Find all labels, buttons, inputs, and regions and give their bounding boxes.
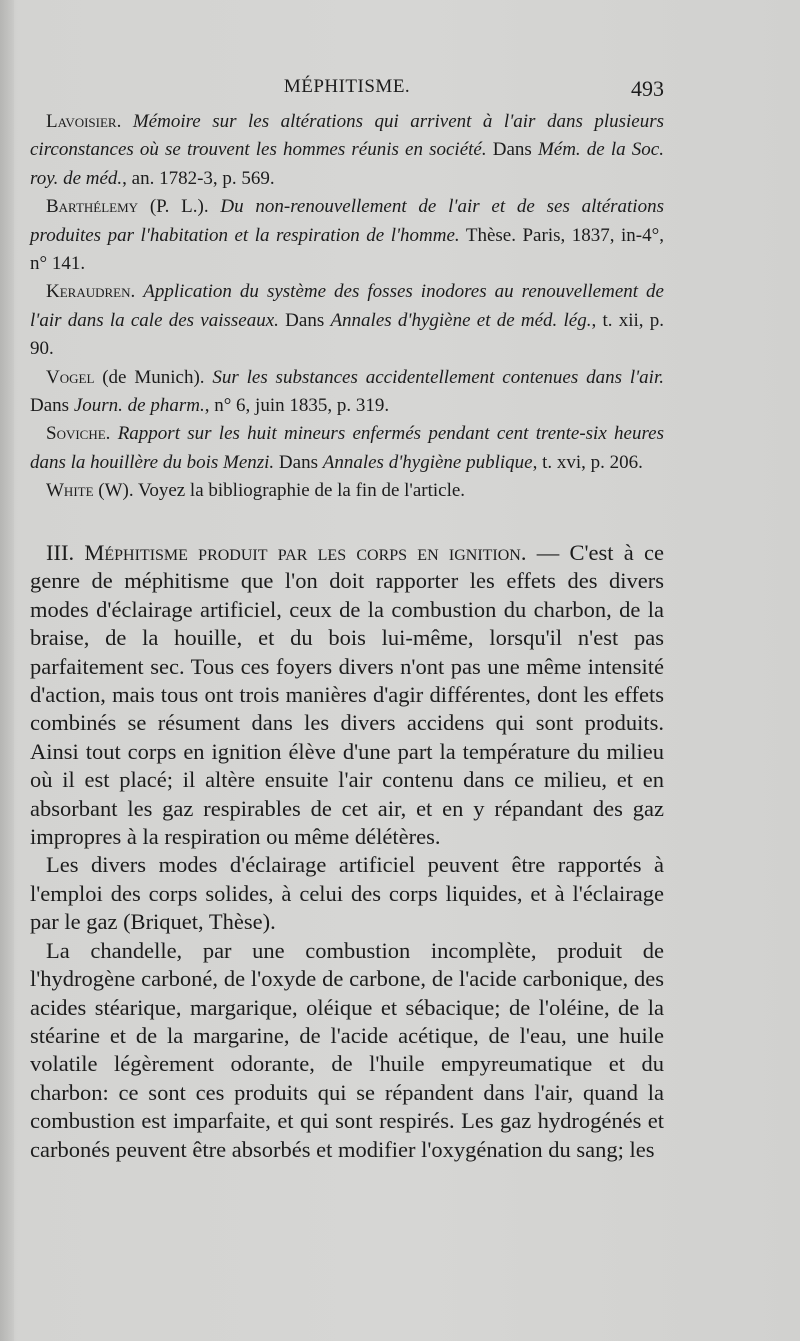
bibliography-entry xyxy=(30,477,664,505)
page-gutter-shadow xyxy=(0,0,14,1341)
paragraph-text: La chandelle, par une combustion incomplète, produit de l'hydrogène carboné, de l'oxyde de carbone, de l'acide carbonique, des acides stéarique, margarique, oléique et sébacique; de l'oléine, de la stéarine et de la margarine, de l'acide acétique, de l'eau, une huile volatile légèrement odorante, de l'huile empyreumatique et du charbon: ce sont ces produits qui se répandent dans l'air, quand la combustion est imparfaite, et qui sont respirés. Les gaz hydrogénés et carbonés peuvent être absorbés et modifier l'oxygénation du sang; les xyxy=(30,937,664,1162)
bibliography-entry xyxy=(30,364,664,421)
bib-title: Rapport sur les huit mineurs enfermés pendant cent trente-six heures dans la houillère du bois Menzi. xyxy=(30,423,664,473)
paragraph-text: C'est à ce genre de méphitisme que l'on doit rapporter les effets des divers modes d'éclairage artificiel, ceux de la combustion du charbon, de la braise, de la houille, et du bois lui-même, lorsqu'il n'est pas parfaitement sec. Tous ces foyers divers n'ont pas une même intensité d'action, mais tous ont trois manières d'agir différentes, dont les effets combinés se résument dans les divers accidens qui sont produits. Ainsi tout corps en ignition élève d'une part la température du milieu où il est placé; il altère ensuite l'air contenu dans ce milieu, et en absorbant les gaz respirables de cet air, et en y répandant des gaz impropres à la respiration ou même délétères. xyxy=(30,540,664,850)
section-paragraph xyxy=(30,539,664,851)
bibliography-entry xyxy=(30,278,664,363)
bib-author: Keraudren. xyxy=(46,281,136,303)
section-paragraph xyxy=(30,937,664,1164)
bib-rest-prefix: Dans xyxy=(486,139,538,161)
bibliography-entry xyxy=(30,420,664,477)
bib-rest: , n° 6, juin 1835, p. 319. xyxy=(204,395,390,417)
bib-rest-prefix: Dans xyxy=(274,451,323,473)
bib-rest-prefix: Dans xyxy=(30,395,74,417)
running-head: MÉPHITISME. xyxy=(283,76,411,97)
bib-author-rest: (W). Voyez la bibliographie de la fin de l'article. xyxy=(93,480,466,502)
section-dash: — xyxy=(526,540,570,565)
bib-rest: , an. 1782-3, p. 569. xyxy=(122,167,275,189)
bib-title: Mémoire sur les altérations qui arrivent à l'air dans plusieurs circonstances où se trouvent les hommes réunis en société. xyxy=(30,111,665,161)
bib-rest: , t. xvi, p. 206. xyxy=(532,451,643,473)
bib-title: Du non-renouvellement de l'air et de ses altérations produites par l'habitation et la respiration de l'homme. xyxy=(30,196,664,246)
bib-author-rest: (de Munich). xyxy=(94,366,213,388)
paragraph-text: Les divers modes d'éclairage artificiel peuvent être rapportés à l'emploi des corps solides, à celui des corps liquides, et à l'éclairage par le gaz (Briquet, Thèse). xyxy=(30,852,664,935)
bib-author: Soviche. xyxy=(46,423,111,445)
bib-title: Application du système des fosses inodores au renouvellement de l'air dans la cale des vaisseaux. xyxy=(30,281,664,331)
bib-author: White xyxy=(46,480,94,502)
bib-rest-prefix: Thèse. Paris, 1837, in-4°, n° 141. xyxy=(30,224,664,275)
bib-rest-prefix: Dans xyxy=(278,309,331,331)
bib-author-rest: (P. L.). xyxy=(138,196,221,218)
page-header xyxy=(30,76,664,102)
bib-author: Lavoisier. xyxy=(46,111,122,132)
bib-author: Vogel xyxy=(46,366,95,388)
page-number: 493 xyxy=(631,76,664,101)
section-paragraph xyxy=(30,851,664,936)
bib-rest: , t. xii, p. 90. xyxy=(30,309,664,360)
section-body xyxy=(30,539,664,1164)
bib-journal: Annales d'hygiène publique xyxy=(322,451,533,473)
bibliography-entry xyxy=(30,108,664,193)
bibliography-list xyxy=(30,108,664,506)
bib-author: Barthélemy xyxy=(46,196,139,218)
bib-title: Sur les substances accidentellement contenues dans l'air. xyxy=(212,366,664,388)
section-title: Méphitisme produit par les corps en ignition. xyxy=(84,540,527,565)
section-number: III. xyxy=(46,540,75,565)
bib-journal: Journ. de pharm. xyxy=(73,395,205,417)
bib-journal: Mém. de la Soc. roy. de méd. xyxy=(30,139,664,189)
bibliography-entry xyxy=(30,193,664,278)
bib-journal: Annales d'hygiène et de méd. lég. xyxy=(330,309,592,331)
